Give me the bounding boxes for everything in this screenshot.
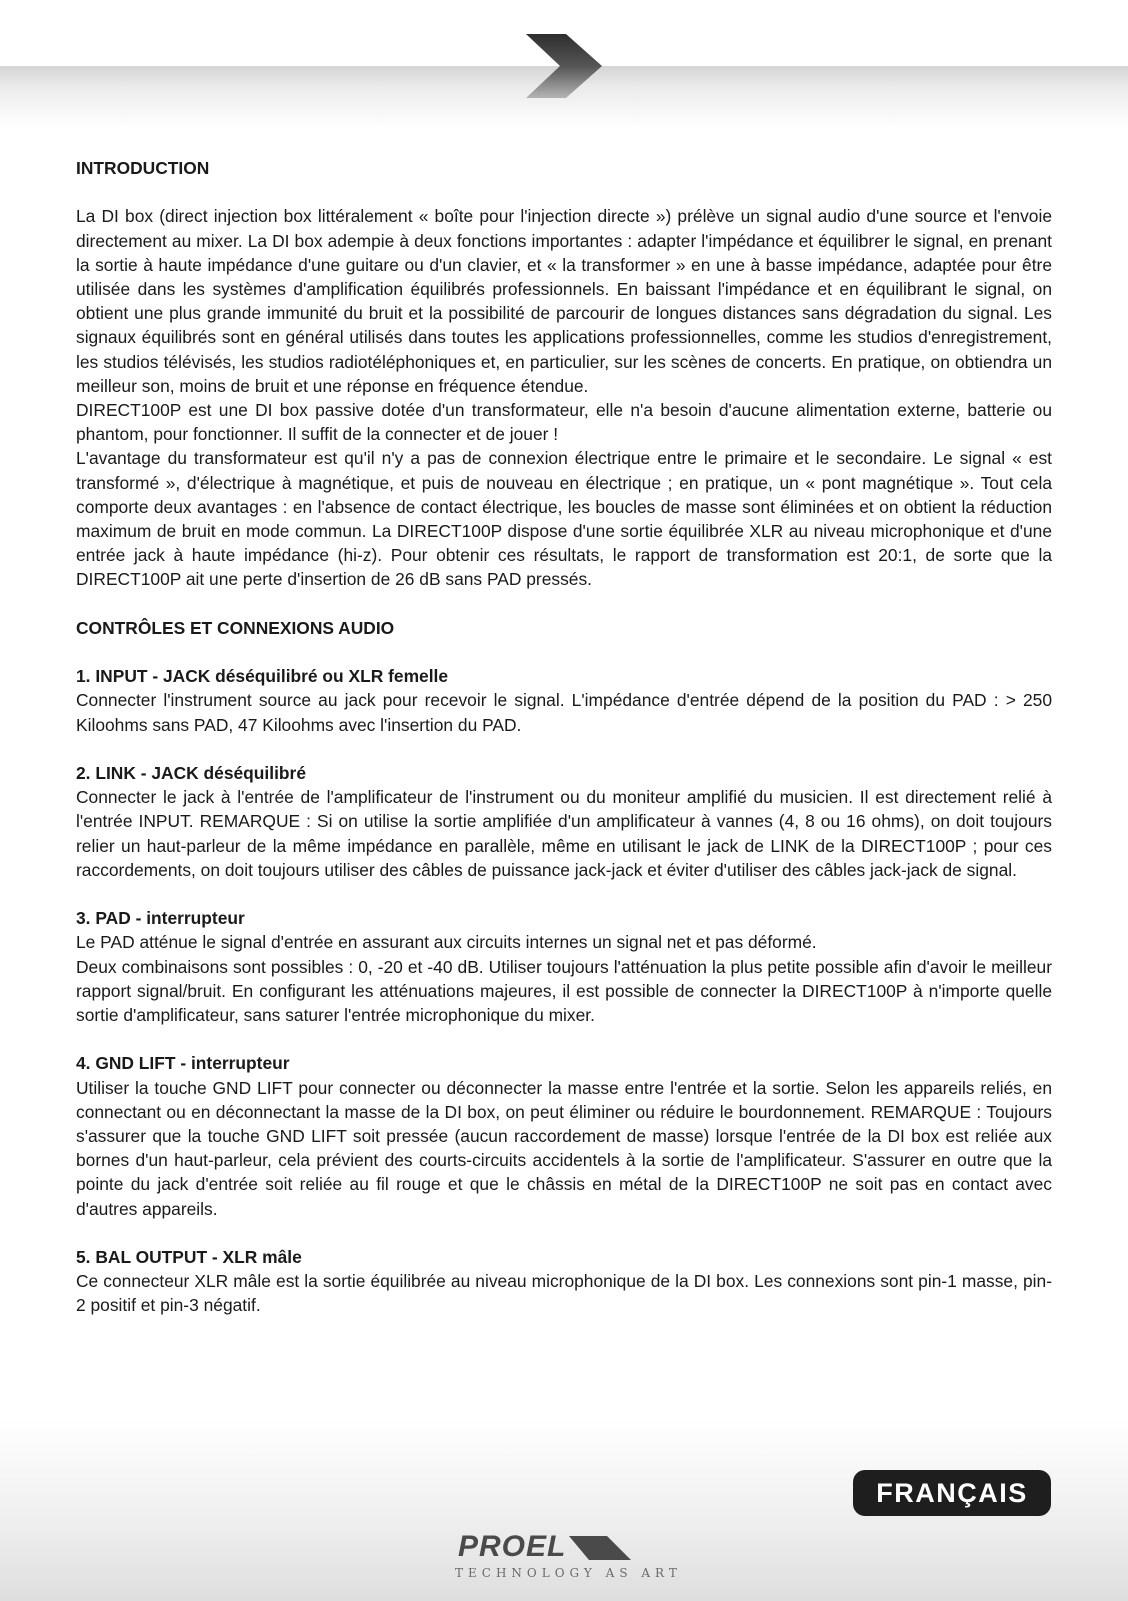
chevron-arrow-icon bbox=[526, 34, 602, 98]
section-5-body: Ce connecteur XLR mâle est la sortie équilibrée au niveau microphonique de la DI box. Les connexions sont pin-1 masse, pin-2 positif et pin-3 négatif. bbox=[76, 1271, 1052, 1316]
section-3-body-2: Deux combinaisons sont possibles : 0, -20 et -40 dB. Utiliser toujours l'atténuation la plus petite possible afin d'avoir le meilleur rapport signal/bruit. En configurant les atténuations majeures, il est possible de connecter la DIRECT100P à n'importe quelle sortie d'amplificateur, sans saturer l'entrée microphonique du mixer. bbox=[76, 956, 1052, 1026]
intro-paragraph-3: L'avantage du transformateur est qu'il n'y a pas de connexion électrique entre le primaire et le secondaire. Le signal « est transformé », d'électrique à magnétique, et puis de nouveau en électrique ; en pratique, un « pont magnétique ». Tout cela comporte deux avantages : en l'absence de contact électrique, les boucles de masse sont éliminées et on obtient la réduction maximum de bruit en mode commun. La DIRECT100P dispose d'une sortie équilibrée XLR au niveau microphonique et d'une entrée jack à haute impédance (hi-z). Pour obtenir ces résultats, le rapport de transformation est 20:1, de sorte que la DIRECT100P ait une perte d'insertion de 26 dB sans PAD pressés. bbox=[76, 448, 1052, 590]
section-3-body-1: Le PAD atténue le signal d'entrée en assurant aux circuits internes un signal net et pas déformé. bbox=[76, 932, 817, 953]
intro-paragraph-2: DIRECT100P est une DI box passive dotée d'un transformateur, elle n'a besoin d'aucune alimentation externe, batterie ou phantom, pour fonctionner. Il suffit de la connecter et de jouer ! bbox=[76, 400, 1052, 445]
section-4-body: Utiliser la touche GND LIFT pour connecter ou déconnecter la masse entre l'entrée et la sortie. Selon les appareils reliés, en connectant ou en déconnectant la masse de la DI box, on peut éliminer ou réduire le bourdonnement. REMARQUE : Toujours s'assurer que la touche GND LIFT soit pressée (aucun raccordement de masse) lorsque l'entrée de la DI box est reliée aux bornes d'un haut-parleur, cela prévient des courts-circuits accidentels à la sortie de l'amplificateur. S'assurer en outre que la pointe du jack d'entrée soit reliée au fil rouge et que le châssis en métal de la DIRECT100P ne soit pas en contact avec d'autres appareils. bbox=[76, 1077, 1052, 1219]
section-1-title: 1. INPUT - JACK déséquilibré ou XLR femelle bbox=[76, 666, 449, 687]
intro-paragraph-1: La DI box (direct injection box littéralement « boîte pour l'injection directe ») prélève un signal audio d'une source et l'envoie directement au mixer. La DI box adempie à deux fonctions importantes : adapter l'impédance et équilibrer le signal, en prenant la sortie à haute impédance d'une guitare ou d'un clavier, et « la transformer » en une à basse impédance, adaptée pour être utilisée dans les systèmes d'amplification équilibrés professionnels. En baissant l'impédance et en équilibrant le signal, on obtient une plus grande immunité du bruit et la possibilité de parcourir de longues distances sans dégradation du signal. Les signaux équilibrés sont en général utilisés dans toutes les applications professionnelles, comme les studios d'enregistrement, les studios télévisés, les studios radiotéléphoniques et, en particulier, sur les scènes de concerts. En pratique, on obtiendra un meilleur son, moins de bruit et une réponse en fréquence étendue. bbox=[76, 206, 1052, 396]
proel-logo bbox=[455, 1530, 682, 1590]
heading-introduction: INTRODUCTION bbox=[76, 158, 210, 178]
section-5-title: 5. BAL OUTPUT - XLR mâle bbox=[76, 1247, 302, 1268]
logo-wordmark: PROEL bbox=[458, 1530, 567, 1563]
language-badge: FRANÇAIS bbox=[853, 1470, 1051, 1516]
section-4-title: 4. GND LIFT - interrupteur bbox=[76, 1053, 290, 1074]
document-body bbox=[76, 156, 1052, 1318]
section-1-body: Connecter l'instrument source au jack pour recevoir le signal. L'impédance d'entrée dépend de la position du PAD : > 250 Kiloohms sans PAD, 47 Kiloohms avec l'insertion du PAD. bbox=[76, 690, 1052, 735]
section-2-body: Connecter le jack à l'entrée de l'amplificateur de l'instrument ou du moniteur amplifié du musicien. Il est directement relié à l'entrée INPUT. REMARQUE : Si on utilise la sortie amplifiée d'un amplificateur à vannes (4, 8 ou 16 ohms), on doit toujours relier un haut-parleur de la même impédance en parallèle, même en utilisant le jack de LINK de la DIRECT100P ; pour ces raccordements, on doit toujours utiliser des câbles de puissance jack-jack et éviter d'utiliser des câbles jack-jack de signal. bbox=[76, 787, 1052, 880]
heading-controls: CONTRÔLES ET CONNEXIONS AUDIO bbox=[76, 617, 395, 638]
section-2-title: 2. LINK - JACK déséquilibré bbox=[76, 763, 306, 784]
logo-tagline: TECHNOLOGY AS ART bbox=[455, 1566, 682, 1580]
section-3-title: 3. PAD - interrupteur bbox=[76, 908, 245, 929]
proel-swoosh-icon bbox=[569, 1536, 631, 1560]
